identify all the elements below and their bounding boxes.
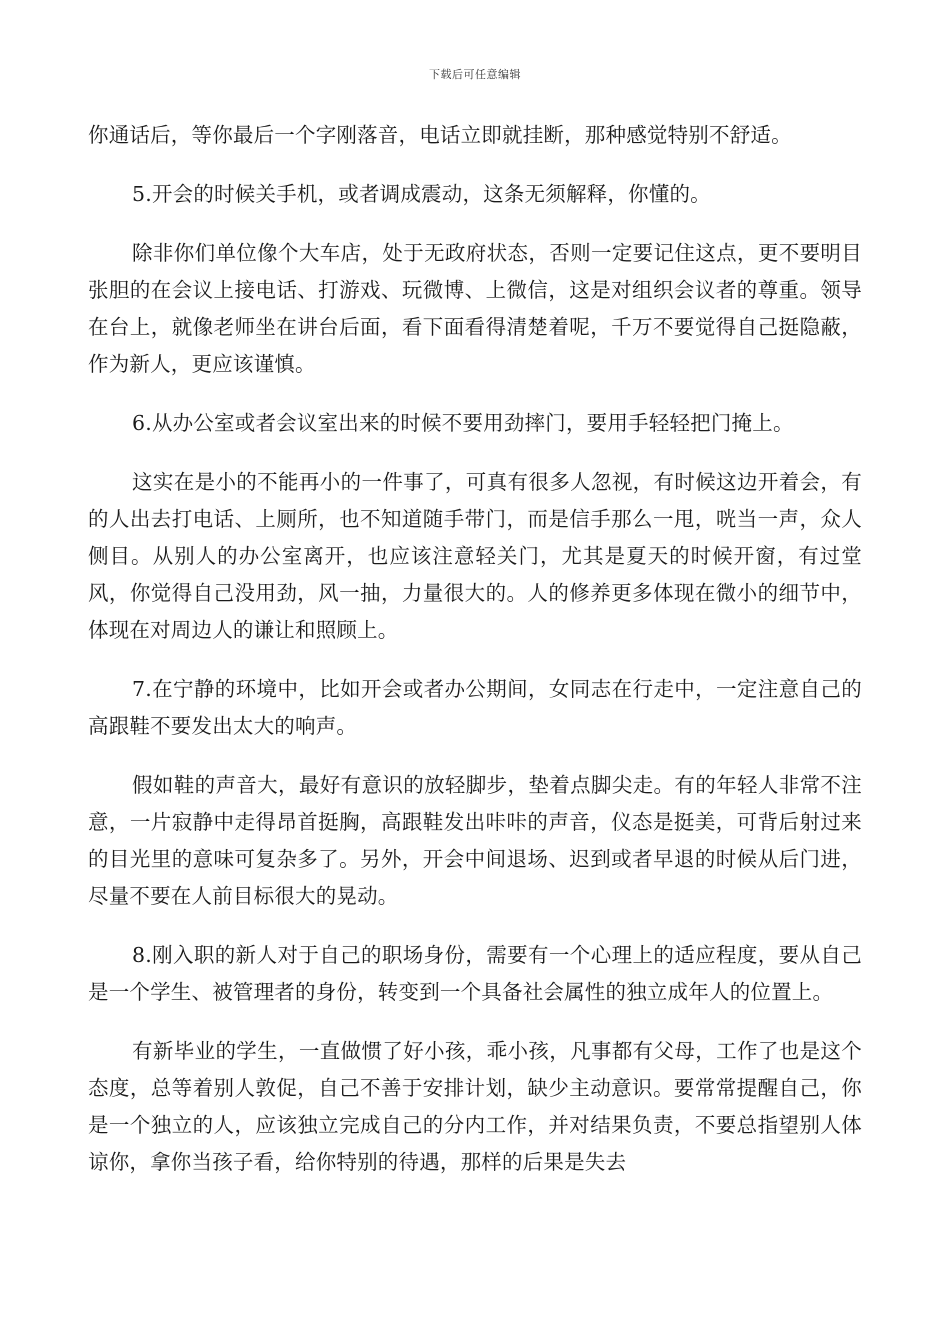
paragraph: 6.从办公室或者会议室出来的时候不要用劲摔门，要用手轻轻把门掩上。 <box>132 411 794 435</box>
paragraph: 这实在是小的不能再小的一件事了，可真有很多人忽视，有时候这边开着会，有的人出去打电话、上厕所，也不知道随手带门，而是信手那么一甩，咣当一声，众人侧目。从别人的办公室离开，也应该注意轻关门，尤其是夏天的时候开窗，有过堂风，你觉得自己没用劲，风一抽，力量很大的。人的修养更多体现在微小的细节中，体现在对周边人的谦让和照顾上。 <box>88 470 862 642</box>
page-header: 下载后可任意编辑 <box>429 68 521 81</box>
paragraph: 除非你们单位像个大车店，处于无政府状态，否则一定要记住这点，更不要明目张胆的在会议上接电话、打游戏、玩微博、上微信，这是对组织会议者的尊重。领导在台上，就像老师坐在讲台后面，看下面看得清楚着呢，千万不要觉得自己挺隐蔽，作为新人，更应该谨慎。 <box>88 241 862 376</box>
paragraph: 假如鞋的声音大，最好有意识的放轻脚步，垫着点脚尖走。有的年轻人非常不注意，一片寂静中走得昂首挺胸，高跟鞋发出咔咔的声音，仪态是挺美，可背后射过来的目光里的意味可复杂多了。另外，开会中间退场、迟到或者早退的时候从后门进，尽量不要在人前目标很大的晃动。 <box>88 773 862 908</box>
paragraph: 有新毕业的学生，一直做惯了好小孩，乖小孩，凡事都有父母，工作了也是这个态度，总等着别人敦促，自己不善于安排计划，缺少主动意识。要常常提醒自己，你是一个独立的人，应该独立完成自己的分内工作，并对结果负责，不要总指望别人体谅你，拿你当孩子看，给你特别的待遇，那样的后果是失去 <box>88 1039 862 1174</box>
paragraph: 8.刚入职的新人对于自己的职场身份，需要有一个心理上的适应程度，要从自己是一个学生、被管理者的身份，转变到一个具备社会属性的独立成年人的位置上。 <box>88 943 862 1004</box>
paragraph: 5.开会的时候关手机，或者调成震动，这条无须解释，你懂的。 <box>132 182 711 206</box>
paragraph: 你通话后，等你最后一个字刚落音，电话立即就挂断，那种感觉特别不舒适。 <box>88 123 792 147</box>
document-body <box>88 117 862 1203</box>
paragraph: 7.在宁静的环境中，比如开会或者办公期间，女同志在行走中，一定注意自己的高跟鞋不要发出太大的响声。 <box>88 677 862 738</box>
